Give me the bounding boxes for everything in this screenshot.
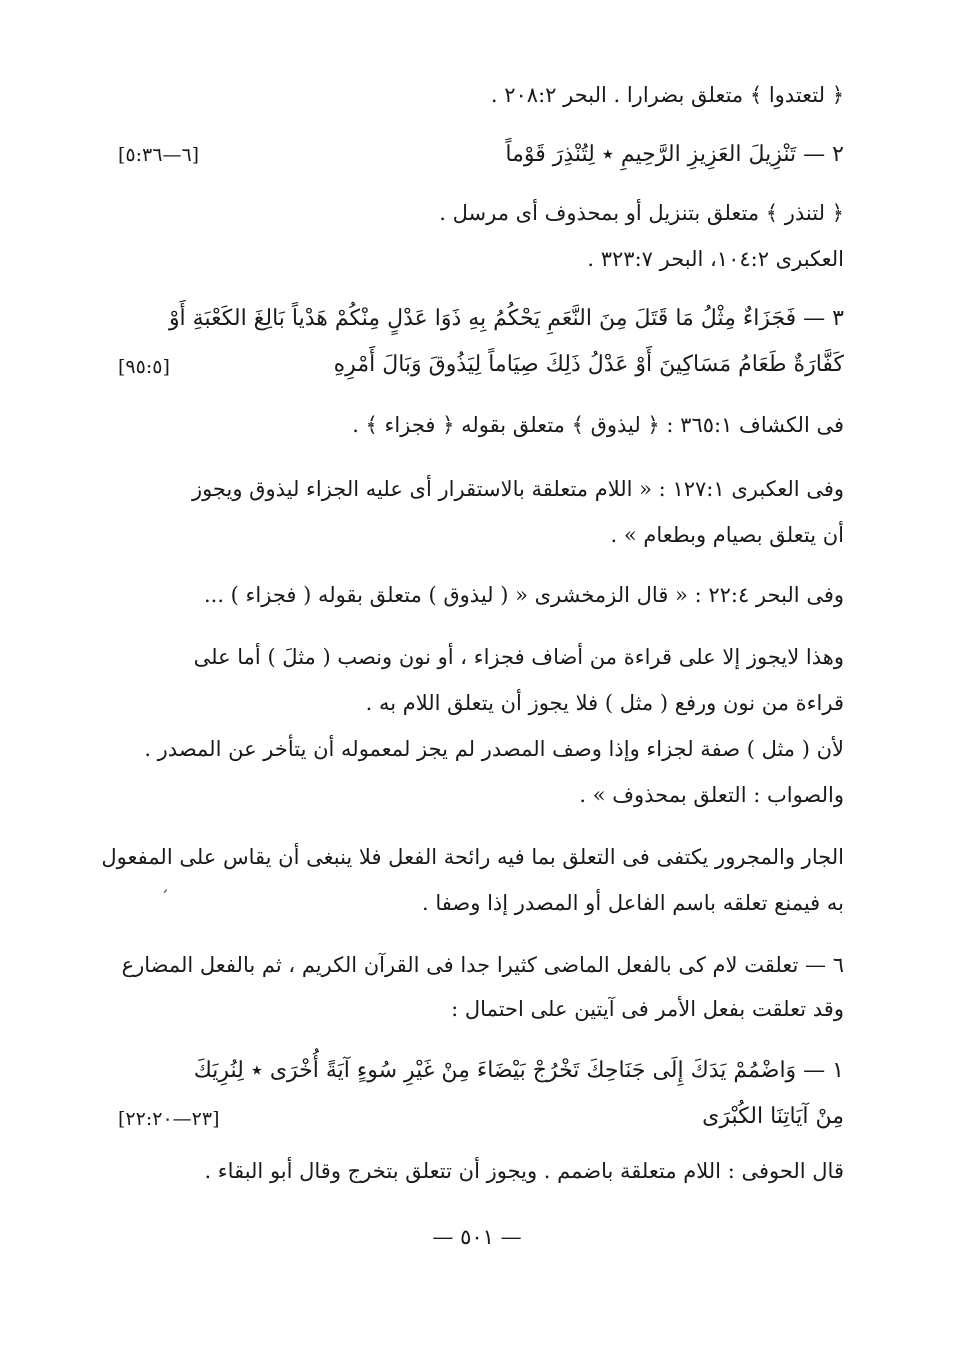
text-line: وهذا لايجوز إلا على قراءة من أضاف فجزاء ، أو نون ونصب ( مثلَ ) أما على (193, 645, 844, 669)
text-line: وفى العكبرى ١٢٧:١ : « اللام متعلقة بالاستقرار أى عليه الجزاء ليذوق ويجوز (191, 477, 844, 501)
text-line: قال الحوفى : اللام متعلقة باضمم . ويجوز أن تتعلق بتخرج وقال أبو البقاء . (204, 1159, 844, 1183)
text-line: فى الكشاف ٣٦٥:١ : ﴿ ليذوق ﴾ متعلق بقوله ﴿ فجزاء ﴾ . (352, 413, 844, 437)
verse-reference: [٩٥:٥] (118, 356, 170, 378)
text-line: الجار والمجرور يكتفى فى التعلق بما فيه رائحة الفعل فلا ينبغى أن يقاس على المفعول (101, 845, 844, 869)
text-line: أن يتعلق بصيام وبطعام » . (610, 523, 844, 547)
verse-reference: [٢٣—٢٢:٢٠] (118, 1108, 220, 1130)
text-line: العكبرى ١٠٤:٢، البحر ٣٢٣:٧ . (587, 247, 844, 271)
verse-line: ٣ — فَجَزَاءٌ مِثْلُ مَا قَتَلَ مِنَ النَّعَمِ يَحْكُمُ بِهِ ذَوَا عَدْلٍ مِنْكُمْ هَدْياً بَالِغَ الكَعْبَةِ أَوْ (168, 306, 844, 331)
text-line: والصواب : التعلق بمحذوف » . (579, 783, 844, 807)
text-line: ﴿ لتعتدوا ﴾ متعلق بضرارا . البحر ٢٠٨:٢ . (490, 83, 844, 107)
verse-line: كَفَّارَةٌ طَعَامُ مَسَاكِينَ أَوْ عَدْلُ ذَلِكَ صِيَاماً لِيَذُوقَ وَبَالَ أَمْرِهِ (333, 352, 844, 377)
verse-reference: [٦—٥:٣٦] (118, 144, 200, 166)
page-number: — ٥٠١ — (432, 1225, 522, 1249)
text-line: ٦ — تعلقت لام كى بالفعل الماضى كثيرا جدا فى القرآن الكريم ، ثم بالفعل المضارع (121, 953, 844, 977)
verse-line: ١ — وَاضْمُمْ يَدَكَ إِلَى جَنَاحِكَ تَخْرُجْ بَيْضَاءَ مِنْ غَيْرِ سُوءٍ آيَةً أُخْرَى ٭ لِنُرِيَكَ (193, 1058, 844, 1083)
text-line: لأن ( مثل ) صفة لجزاء وإذا وصف المصدر لم يجز لمعموله أن يتأخر عن المصدر . (144, 737, 844, 761)
verse-line: ٢ — تَنْزِيلَ العَزِيزِ الرَّحِيمِ ٭ لِتُنْذِرَ قَوْماً (505, 142, 844, 167)
verse-line: مِنْ آيَاتِنَا الكُبْرَى (702, 1104, 844, 1129)
text-line: وقد تعلقت بفعل الأمر فى آيتين على احتمال : (451, 997, 844, 1021)
stray-mark: ˊ (160, 888, 169, 909)
text-line: ﴿ لتنذر ﴾ متعلق بتنزيل أو بمحذوف أى مرسل . (439, 201, 844, 225)
text-line: به فيمنع تعلقه باسم الفاعل أو المصدر إذا وصفا . (422, 891, 844, 915)
text-line: قراءة من نون ورفع ( مثل ) فلا يجوز أن يتعلق اللام به . (365, 691, 844, 715)
text-line: وفى البحر ٢٢:٤ : « قال الزمخشرى « ( ليذوق ) متعلق بقوله ( فجزاء ) ... (203, 583, 844, 607)
